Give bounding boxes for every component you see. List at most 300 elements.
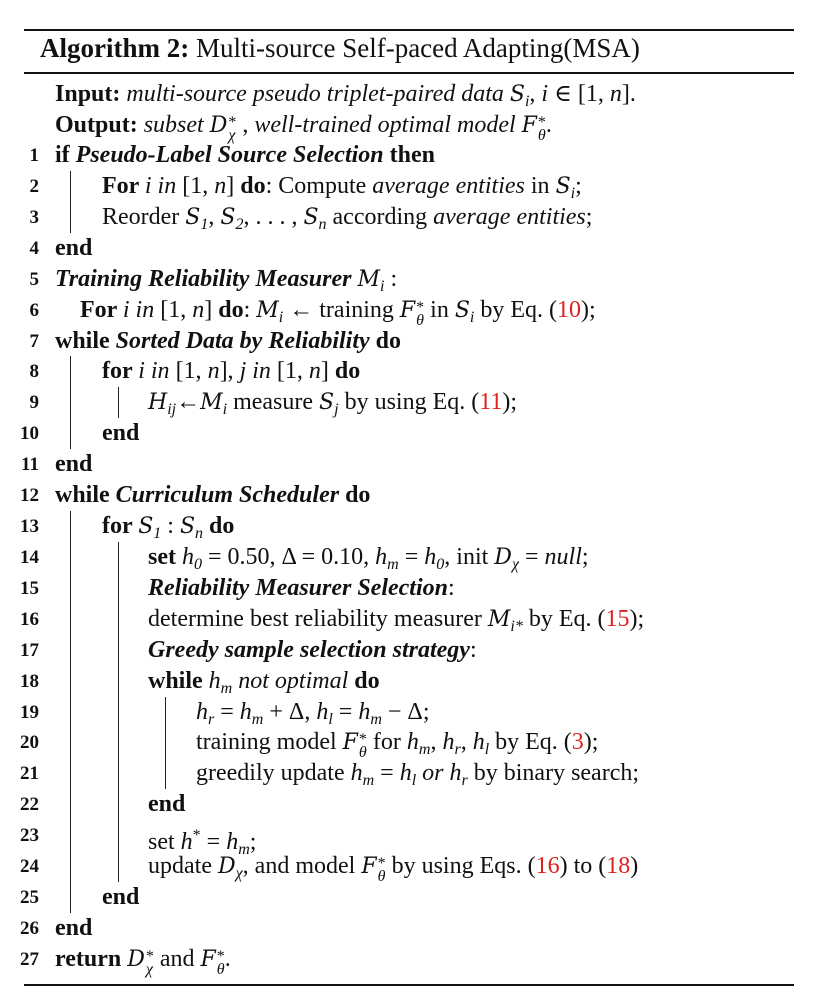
line-number: 1 [29, 145, 39, 166]
algorithm-line [0, 326, 818, 357]
math-symbol: S [319, 390, 335, 416]
equation-reference: 3 [571, 729, 584, 756]
line-text [55, 944, 231, 976]
text-segment: Reliability Measurer Selection [148, 574, 448, 601]
text-segment: null [544, 543, 582, 570]
subscript: θ [537, 127, 546, 144]
text-segment: i in [144, 172, 183, 199]
text-segment: r [461, 772, 468, 790]
line-number: 18 [20, 670, 39, 692]
block-indent-bar [70, 542, 71, 573]
line-text [55, 140, 435, 171]
algorithm-line [0, 820, 818, 859]
text-segment: subset [143, 112, 210, 138]
superscript: * [537, 114, 546, 131]
text-segment: h [424, 543, 437, 570]
text-segment: , [208, 203, 221, 230]
math-symbol: S [509, 82, 525, 107]
text-segment: Greedy sample selection strategy [148, 636, 470, 663]
text-segment: j in [239, 358, 277, 385]
text-segment: h [226, 829, 239, 856]
text-segment: Pseudo-Label Source Selection [75, 142, 384, 168]
text-segment: by Eq. ( [489, 729, 572, 756]
title-rule [24, 72, 794, 74]
block-indent-bar [118, 573, 119, 604]
text-segment: Training Reliability Measurer [55, 265, 358, 292]
text-segment: ]. [621, 81, 636, 107]
math-symbol: F [521, 113, 537, 138]
algorithm-line [0, 697, 818, 728]
line-number: 24 [20, 856, 39, 878]
block-indent-bar [70, 820, 71, 851]
text-segment: : [469, 636, 477, 663]
text-segment: χ [511, 555, 519, 573]
line-text [55, 480, 370, 511]
text-segment: ∈ [1, [548, 81, 610, 107]
line-number: 25 [20, 887, 39, 909]
algorithm-line [0, 140, 818, 171]
line-number: 20 [20, 732, 39, 754]
line-number: 27 [20, 948, 39, 970]
line-number: 5 [29, 268, 39, 290]
math-symbol: S [303, 204, 319, 230]
algorithm-line [0, 573, 818, 604]
text-segment: according [326, 203, 434, 230]
text-segment: : [243, 296, 257, 323]
text-segment: i [570, 184, 576, 202]
math-symbol: S [220, 204, 236, 230]
text-segment: then [383, 142, 435, 168]
text-segment: ] [204, 296, 219, 323]
text-segment: : [448, 574, 455, 601]
text-segment: , . . . , [243, 203, 304, 230]
text-segment: multi-source pseudo triplet-paired data [126, 81, 510, 107]
text-segment: [1, [160, 296, 193, 323]
algorithm-line [0, 944, 818, 978]
equation-reference: 16 [535, 853, 560, 880]
line-number: 4 [29, 237, 39, 259]
math-symbol: F [399, 297, 416, 323]
text-segment: i in [122, 296, 161, 323]
text-segment: ); [502, 389, 518, 416]
text-segment: Curriculum Scheduler [115, 482, 340, 509]
text-segment: m [418, 741, 431, 759]
math-sup-sub [377, 855, 386, 886]
text-segment: l [484, 741, 490, 759]
text-segment: [1, [175, 358, 208, 385]
text-segment: h [239, 698, 252, 725]
math-symbol: D [209, 113, 228, 138]
block-indent-bar [70, 604, 71, 635]
subscript: θ [416, 311, 425, 329]
text-segment: set [148, 543, 182, 570]
text-segment: training model [196, 729, 343, 756]
text-segment: average entities [433, 203, 586, 230]
text-segment: , and model [242, 853, 362, 880]
block-indent-bar [70, 882, 71, 913]
math-symbol: F [200, 946, 216, 972]
text-segment: [1, [182, 172, 215, 199]
text-segment: , [529, 81, 542, 107]
text-segment: j [334, 401, 339, 419]
block-indent-bar [165, 758, 166, 789]
text-segment: n [195, 525, 204, 543]
text-segment: l [411, 772, 417, 790]
text-segment: not optimal [238, 667, 349, 694]
line-number: 17 [20, 639, 39, 661]
text-segment: h [316, 698, 329, 725]
math-symbol: D [127, 946, 145, 972]
text-segment: * [192, 827, 201, 845]
text-segment: by using Eqs. ( [385, 853, 536, 880]
algorithm-line [0, 233, 818, 264]
text-segment: ); [629, 605, 645, 632]
text-segment: . [224, 945, 231, 972]
block-indent-bar [118, 727, 119, 758]
superscript: * [377, 855, 386, 873]
math-symbol: F [361, 854, 377, 880]
text-segment: determine best reliability measurer [148, 605, 488, 632]
text-segment: while [55, 327, 116, 354]
text-segment: average entities [372, 172, 525, 199]
line-number: 19 [20, 701, 39, 723]
block-indent-bar [118, 666, 119, 697]
block-indent-bar [118, 789, 119, 820]
block-indent-bar [70, 418, 71, 449]
text-segment: ); [583, 729, 599, 756]
algorithm-title [40, 30, 640, 66]
line-number: 6 [29, 299, 39, 321]
text-segment: do [369, 327, 402, 354]
math-symbol: S [185, 204, 201, 230]
subscript: χ [145, 960, 153, 978]
text-segment: h [350, 760, 363, 787]
text-segment: ] [226, 172, 241, 199]
text-segment: + Δ, [263, 698, 317, 725]
text-segment: 0 [436, 555, 445, 573]
text-segment: = [332, 698, 359, 725]
math-sup-sub [416, 298, 425, 329]
text-segment: , [236, 112, 255, 138]
text-segment: h [375, 543, 388, 570]
text-segment: h [472, 729, 485, 756]
text-segment: , [460, 729, 473, 756]
algorithm-line [0, 635, 818, 666]
math-symbol: D [494, 544, 512, 570]
text-segment: do [339, 482, 371, 509]
text-segment: h [208, 667, 221, 694]
text-segment: update [148, 853, 218, 880]
algorithm-line [0, 913, 818, 944]
line-number: 14 [20, 546, 39, 568]
text-segment: = [398, 543, 425, 570]
line-number: 26 [20, 918, 39, 939]
line-text [148, 573, 455, 604]
block-indent-bar [118, 542, 119, 573]
text-segment: while [55, 482, 116, 509]
text-segment: ← [176, 389, 201, 416]
text-segment: do [334, 358, 361, 385]
block-indent-bar [70, 202, 71, 233]
math-symbol: H [148, 390, 168, 416]
text-segment: Input: [55, 81, 127, 107]
text-segment: n [192, 296, 205, 323]
algorithm-line [0, 387, 818, 418]
block-indent-bar [118, 604, 119, 635]
text-segment: by binary search; [467, 760, 640, 787]
block-indent-bar [118, 851, 119, 882]
text-segment: and [153, 945, 201, 972]
math-symbol: S [454, 297, 470, 323]
text-segment: m [387, 555, 399, 573]
text-segment: greedily update [196, 760, 351, 787]
line-number: 3 [29, 206, 39, 228]
line-number: 15 [20, 577, 39, 599]
text-segment: do [218, 296, 244, 323]
line-number: 8 [29, 361, 39, 383]
line-number: 2 [29, 175, 39, 197]
superscript: * [358, 731, 367, 749]
text-segment: r [454, 741, 461, 759]
math-sup-sub [358, 731, 367, 762]
block-indent-bar [118, 635, 119, 666]
text-segment: if [55, 142, 76, 168]
text-segment: = [214, 698, 240, 725]
text-segment: ← training [283, 296, 400, 323]
block-indent-bar [118, 820, 119, 851]
text-segment: ij [167, 401, 177, 419]
math-symbol: M [200, 390, 223, 416]
text-segment: 1 [153, 525, 162, 543]
algorithm-line [0, 604, 818, 635]
text-segment: 1 [200, 215, 209, 233]
superscript: * [416, 298, 425, 316]
line-text [148, 789, 185, 820]
block-indent-bar [70, 697, 71, 728]
text-segment: i [222, 401, 228, 419]
text-segment: end [102, 884, 140, 911]
superscript: * [145, 947, 154, 965]
text-segment: ; [581, 543, 589, 570]
text-segment: m [251, 710, 264, 728]
text-segment: n [308, 358, 321, 385]
text-segment: well-trained optimal model [254, 112, 522, 138]
line-text [55, 449, 92, 480]
text-segment: = [374, 760, 400, 787]
subscript: θ [216, 960, 225, 978]
text-segment: = 0.50, Δ = 0.10, [201, 543, 376, 570]
text-segment: h [358, 698, 371, 725]
algorithm-line [0, 727, 818, 762]
block-indent-bar [70, 511, 71, 542]
math-symbol: M [357, 266, 381, 292]
line-number: 23 [20, 825, 39, 847]
text-segment: : [161, 513, 180, 540]
text-segment: n [609, 81, 622, 107]
text-segment: h [399, 760, 412, 787]
line-number: 21 [20, 763, 39, 785]
text-segment: n [207, 358, 220, 385]
text-segment: m [220, 679, 233, 697]
text-segment: by using Eq. ( [338, 389, 480, 416]
math-symbol: S [138, 514, 154, 540]
subscript: χ [228, 127, 236, 144]
text-segment: while [148, 667, 209, 694]
text-segment: χ [235, 865, 243, 883]
line-text [102, 356, 360, 387]
algorithm-line [0, 202, 818, 233]
text-segment: h [180, 829, 193, 856]
line-number: 16 [20, 608, 39, 630]
block-indent-bar [118, 387, 119, 418]
text-segment: end [55, 234, 93, 261]
math-symbol: F [342, 730, 358, 756]
line-number: 10 [20, 423, 39, 445]
text-segment: ; [585, 203, 593, 230]
superscript: * [228, 114, 237, 131]
text-segment: i [524, 93, 530, 110]
algorithm-line [0, 851, 818, 886]
text-segment: For [80, 296, 123, 323]
text-segment: = [518, 543, 545, 570]
text-segment: in [424, 296, 455, 323]
text-segment: 2 [235, 215, 244, 233]
text-segment: ) [630, 853, 639, 880]
algorithm-line [0, 171, 818, 202]
algorithm-line [0, 882, 818, 913]
math-symbol: S [555, 173, 571, 199]
text-segment: . [545, 112, 552, 138]
text-segment: i [469, 308, 475, 326]
algorithm-line [0, 758, 818, 789]
block-indent-bar [70, 171, 71, 202]
text-segment: m [362, 772, 375, 790]
text-segment: , init [444, 543, 495, 570]
text-segment: m [238, 841, 250, 859]
superscript: * [216, 947, 225, 965]
text-segment: end [102, 420, 140, 447]
line-text [55, 233, 92, 264]
text-segment: m [370, 710, 382, 728]
algorithm-line [0, 789, 818, 820]
text-segment: [1, [276, 358, 309, 385]
algorithm-line [0, 295, 818, 329]
text-segment: do [354, 667, 380, 694]
block-indent-bar [70, 727, 71, 758]
block-indent-bar [118, 758, 119, 789]
block-indent-bar [165, 697, 166, 728]
text-segment: i [541, 81, 549, 107]
line-text [102, 418, 139, 449]
text-segment: ); [581, 296, 596, 323]
text-segment: h [196, 698, 208, 725]
text-segment: in [524, 172, 556, 199]
algorithm-label: Algorithm 2: [40, 33, 190, 63]
text-segment: end [55, 451, 93, 478]
text-segment: For [102, 172, 145, 199]
text-segment: ], [219, 358, 240, 385]
block-indent-bar [70, 356, 71, 387]
algorithm-name: Multi-source Self-paced Adapting(MSA) [189, 33, 640, 63]
algorithm-line [0, 418, 818, 449]
text-segment: : [384, 265, 398, 292]
subscript: θ [377, 868, 386, 886]
text-segment: for [102, 358, 139, 385]
text-segment: or [416, 760, 450, 787]
text-segment: n [214, 172, 227, 199]
equation-reference: 15 [605, 605, 630, 632]
block-indent-bar [118, 697, 119, 728]
line-text [55, 326, 401, 357]
algorithm-line [0, 511, 818, 542]
line-number: 12 [20, 485, 39, 507]
equation-reference: 11 [479, 389, 503, 416]
block-indent-bar [70, 758, 71, 789]
bottom-rule [24, 984, 794, 986]
output-spec [55, 110, 552, 142]
text-segment: − Δ; [381, 698, 430, 725]
text-segment: = [200, 829, 227, 856]
text-segment: : Compute [265, 172, 373, 199]
text-segment: measure [227, 389, 320, 416]
algorithm-line [0, 480, 818, 511]
text-segment: for [366, 729, 407, 756]
algorithm-line [0, 449, 818, 480]
text-segment: Output: [55, 112, 144, 138]
text-segment: do [209, 513, 235, 540]
equation-reference: 18 [606, 853, 631, 880]
block-indent-bar [70, 387, 71, 418]
text-segment: do [240, 172, 266, 199]
text-segment: 0 [193, 555, 202, 573]
line-number: 11 [21, 454, 39, 476]
text-segment: ] [320, 358, 335, 385]
text-segment: by Eq. ( [474, 296, 558, 323]
math-symbol: D [217, 854, 236, 880]
text-segment: by Eq. ( [522, 605, 606, 632]
text-segment: i in [138, 358, 176, 385]
line-text [148, 635, 477, 666]
block-indent-bar [70, 666, 71, 697]
algorithm-line [0, 542, 818, 573]
text-segment: i [380, 277, 385, 295]
block-indent-bar [165, 727, 166, 758]
text-segment: i* [510, 617, 523, 635]
text-segment: i [278, 308, 284, 326]
text-segment: ; [249, 829, 257, 856]
text-segment: end [148, 791, 186, 818]
math-symbol: S [179, 514, 196, 540]
text-segment: Reorder [102, 203, 186, 230]
text-segment: Sorted Data by Reliability [115, 327, 370, 354]
block-indent-bar [70, 635, 71, 666]
algorithm-line [0, 356, 818, 387]
text-segment: n [318, 215, 327, 233]
line-number: 22 [20, 794, 39, 816]
equation-reference: 10 [557, 296, 582, 323]
text-segment: h [442, 729, 455, 756]
text-segment: end [55, 915, 93, 941]
text-segment: return [55, 945, 128, 972]
algorithm-line [0, 264, 818, 295]
line-text [55, 913, 92, 944]
text-segment: ; [575, 172, 582, 199]
text-segment: h [181, 543, 194, 570]
math-sup-sub [216, 947, 225, 978]
text-segment: , [430, 729, 443, 756]
block-indent-bar [70, 789, 71, 820]
math-symbol: M [256, 297, 279, 323]
